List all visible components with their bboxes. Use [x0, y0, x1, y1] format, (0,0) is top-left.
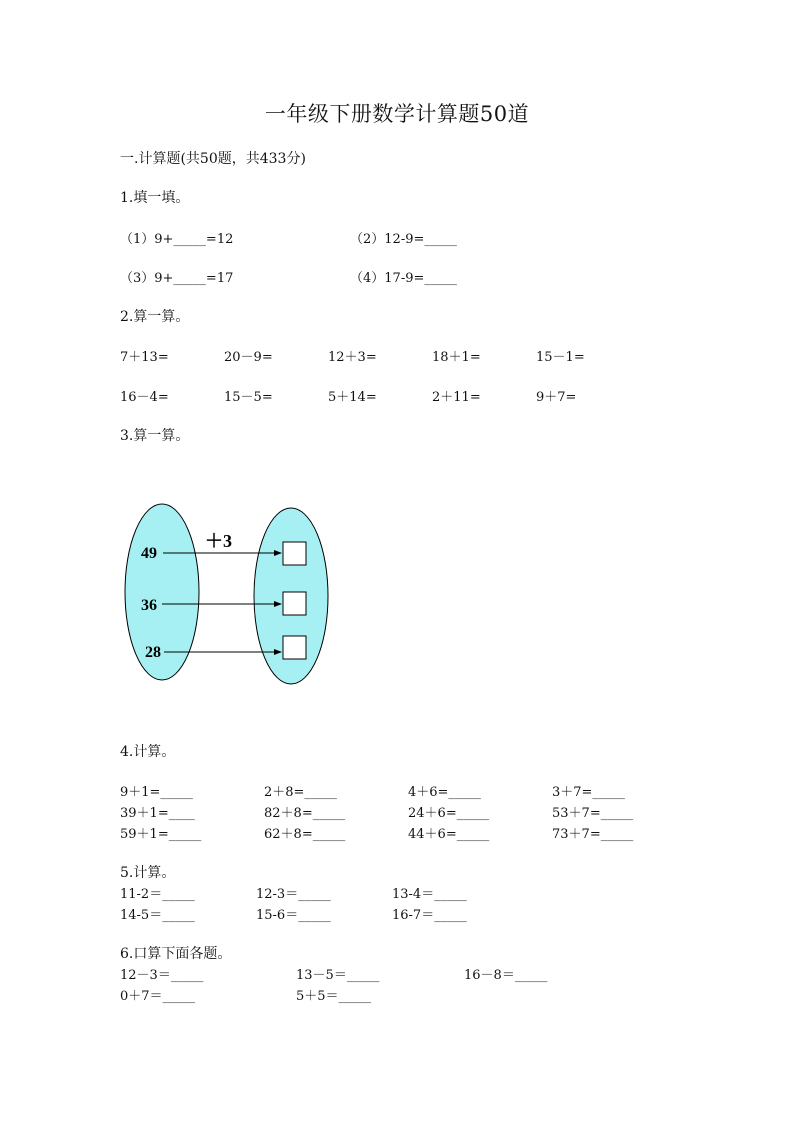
q4-item: 39＋1=____: [120, 806, 195, 821]
q2-item: 18＋1=: [432, 350, 481, 365]
q2-item: 5＋14=: [328, 390, 377, 405]
q2-item: 7＋13=: [120, 350, 169, 365]
q2-item: 12＋3=: [328, 350, 377, 365]
q2-item: 2＋11=: [432, 390, 481, 405]
page-title: 一年级下册数学计算题50道: [264, 102, 530, 126]
section-header: 一.计算题(共50题，共433分): [120, 151, 306, 167]
q4-item: 4＋6=_____: [408, 785, 481, 800]
q1-item: （1）9+_____=12: [120, 232, 234, 247]
q4-item: 59＋1=_____: [120, 827, 202, 842]
q5-item: 13-4＝_____: [392, 887, 467, 902]
q1-item: （4）17-9=_____: [350, 271, 457, 286]
mapping-diagram: [120, 500, 334, 686]
q6-heading: 6.口算下面各题。: [120, 946, 232, 962]
q5-item: 11-2＝_____: [120, 887, 195, 902]
input-value: 49: [141, 545, 157, 562]
q4-item: 82＋8=_____: [264, 806, 346, 821]
q2-heading: 2.算一算。: [120, 309, 190, 325]
q5-item: 14-5＝_____: [120, 908, 195, 923]
q4-item: 24＋6=_____: [408, 806, 490, 821]
q1-item: （3）9+_____=17: [120, 271, 234, 286]
q4-item: 53＋7=_____: [552, 806, 634, 821]
q2-item: 20－9=: [224, 350, 273, 365]
q5-item: 16-7＝_____: [392, 908, 467, 923]
operator-label: ＋3: [205, 531, 232, 551]
answer-box: [283, 636, 306, 659]
input-value: 28: [145, 644, 161, 661]
q6-item: 16－8＝_____: [464, 968, 548, 983]
q4-item: 62＋8=_____: [264, 827, 346, 842]
q6-item: 5＋5＝_____: [296, 989, 372, 1004]
input-oval: [125, 504, 199, 680]
q1-item: （2）12-9=_____: [350, 232, 457, 247]
q3-heading: 3.算一算。: [120, 428, 190, 444]
q4-item: 9＋1=_____: [120, 785, 193, 800]
q4-heading: 4.计算。: [120, 744, 176, 760]
q4-item: 44＋6=_____: [408, 827, 490, 842]
q6-item: 13－5＝_____: [296, 968, 380, 983]
q2-item: 15－1=: [536, 350, 585, 365]
q6-item: 0＋7＝_____: [120, 989, 196, 1004]
q6-item: 12－3＝_____: [120, 968, 204, 983]
q2-item: 15－5=: [224, 390, 273, 405]
input-value: 36: [141, 597, 157, 614]
q5-heading: 5.计算。: [120, 865, 176, 881]
q2-item: 16－4=: [120, 390, 169, 405]
q1-heading: 1.填一填。: [120, 190, 190, 206]
q4-item: 73＋7=_____: [552, 827, 634, 842]
answer-box: [283, 592, 306, 615]
q2-item: 9＋7=: [536, 390, 577, 405]
q5-item: 15-6＝_____: [256, 908, 331, 923]
answer-box: [283, 542, 306, 565]
q4-item: 3＋7=_____: [552, 785, 625, 800]
q4-item: 2＋8=_____: [264, 785, 337, 800]
q5-item: 12-3＝_____: [256, 887, 331, 902]
